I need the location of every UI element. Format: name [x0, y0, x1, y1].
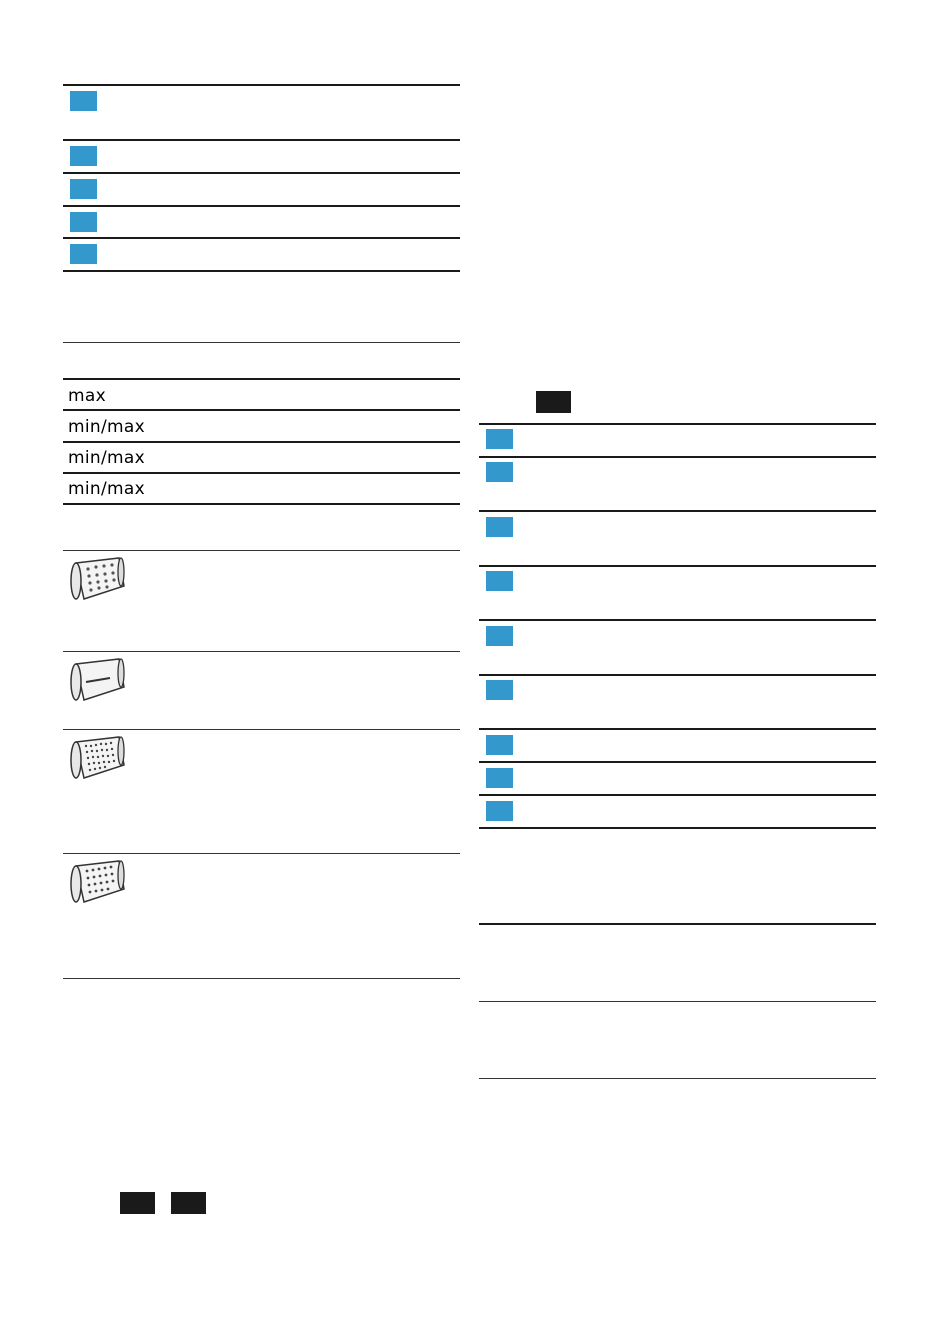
rule — [63, 84, 460, 86]
capacity-label-min-max: min/max — [68, 448, 145, 468]
blue-marker — [486, 768, 513, 788]
rule — [479, 1001, 876, 1002]
rule — [63, 441, 460, 443]
rule — [63, 270, 460, 272]
rule — [479, 827, 876, 829]
blue-marker — [70, 244, 97, 264]
rule — [63, 409, 460, 411]
blue-marker — [70, 146, 97, 166]
blue-marker — [70, 212, 97, 232]
blue-marker — [486, 626, 513, 646]
blue-marker — [486, 680, 513, 700]
grating-drum-fine-icon — [70, 734, 132, 784]
blue-marker — [486, 429, 513, 449]
rule — [63, 205, 460, 207]
dark-marker — [171, 1192, 206, 1214]
blue-marker — [70, 91, 97, 111]
rule — [63, 853, 460, 854]
rule — [479, 423, 876, 425]
blue-marker — [486, 735, 513, 755]
capacity-label-min-max: min/max — [68, 479, 145, 499]
rule — [479, 565, 876, 567]
grating-drum-medium-icon — [70, 858, 132, 908]
rule — [63, 729, 460, 730]
rule — [63, 342, 460, 343]
grating-drum-coarse-icon — [70, 555, 132, 605]
blue-marker — [70, 179, 97, 199]
rule — [63, 978, 460, 979]
rule — [479, 456, 876, 458]
rule — [63, 378, 460, 380]
blue-marker — [486, 517, 513, 537]
rule — [63, 550, 460, 551]
rule — [479, 1078, 876, 1079]
blue-marker — [486, 462, 513, 482]
rule — [479, 728, 876, 730]
capacity-label-min-max: min/max — [68, 417, 145, 437]
dark-marker — [120, 1192, 155, 1214]
rule — [479, 619, 876, 621]
rule — [479, 761, 876, 763]
slicing-drum-icon — [70, 656, 132, 706]
rule — [479, 510, 876, 512]
rule — [479, 674, 876, 676]
blue-marker — [486, 571, 513, 591]
rule — [63, 237, 460, 239]
blue-marker — [486, 801, 513, 821]
rule — [63, 172, 460, 174]
rule — [63, 472, 460, 474]
rule — [63, 651, 460, 652]
rule — [63, 139, 460, 141]
rule — [479, 794, 876, 796]
dark-marker — [536, 391, 571, 413]
capacity-label-max: max — [68, 386, 106, 406]
rule — [479, 923, 876, 925]
rule — [63, 503, 460, 505]
